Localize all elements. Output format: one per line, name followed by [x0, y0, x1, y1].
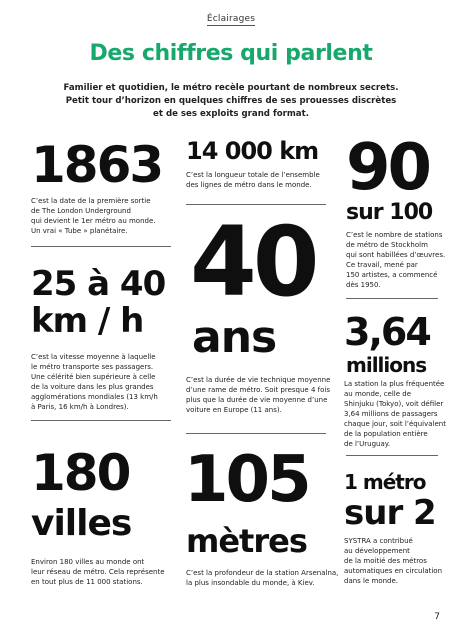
text-line: La station la plus fréquentée	[344, 380, 445, 388]
stat-passengers-description	[344, 379, 448, 449]
divider	[186, 433, 326, 434]
text-line: 150 artistes, a commencé	[346, 271, 438, 279]
stat-stations-unit: sur 100	[346, 200, 433, 225]
stat-depth-description	[186, 568, 346, 588]
stat-lifespan-description	[186, 375, 341, 415]
intro-line: Familier et quotidien, le métro recèle pourtant de nombreux secrets.	[63, 83, 399, 93]
divider	[31, 246, 171, 247]
stat-depth-figure: 105	[184, 443, 309, 517]
section-label-text: Éclairages	[206, 14, 256, 24]
divider	[346, 455, 438, 456]
text-line: de la population entière	[344, 430, 428, 438]
text-line: d’une rame de métro. Soit presque 4 fois	[186, 386, 330, 394]
text-line: de la moitié des métros	[344, 557, 427, 565]
section-label	[0, 14, 462, 24]
intro-line: Petit tour d’horizon en quelques chiffres de ses prouesses discrètes	[65, 96, 397, 106]
text-line: de la voiture dans les plus grandes	[31, 383, 154, 391]
text-line: Shinjuku (Tokyo), voit défiler	[344, 400, 444, 408]
text-line: Une célérité bien supérieure à celle	[31, 373, 156, 381]
divider	[31, 420, 171, 421]
text-line: à Paris, 16 km/h à Londres).	[31, 403, 129, 411]
text-line: plus que la durée de vie moyenne d’une	[186, 396, 328, 404]
stat-systra-figure-2: sur 2	[344, 493, 436, 533]
stat-passengers-figure: 3,64	[344, 310, 430, 354]
stat-year-figure: 1863	[31, 136, 163, 194]
intro-text	[60, 82, 402, 121]
stat-length-description	[186, 170, 336, 190]
text-line: Un vrai « Tube » planétaire.	[31, 227, 128, 235]
stat-systra-figure-1: 1 métro	[344, 470, 426, 494]
stat-stations-description	[346, 230, 446, 290]
intro-line: et de ses exploits grand format.	[153, 109, 309, 119]
page-title: Des chiffres qui parlent	[89, 41, 373, 66]
stat-lifespan-figure: 40	[190, 206, 316, 318]
stat-passengers-unit: millions	[346, 353, 427, 377]
text-line: en tout plus de 11 000 stations.	[31, 578, 143, 586]
text-line: C’est la durée de vie technique moyenne	[186, 376, 331, 384]
stat-speed-figure-2: km / h	[31, 301, 144, 341]
stat-speed-description	[31, 352, 179, 412]
text-line: C’est la date de la première sortie	[31, 197, 151, 205]
text-line: qui devient le 1er métro au monde.	[31, 217, 156, 225]
stat-systra-description	[344, 536, 448, 586]
text-line: 3,64 millions de passagers	[344, 410, 438, 418]
text-line: la plus insondable du monde, à Kiev.	[186, 579, 315, 587]
stat-stations-figure: 90	[346, 131, 430, 205]
stat-cities-unit: villes	[31, 503, 132, 544]
text-line: de métro de Stockholm	[346, 241, 428, 249]
text-line: Environ 180 villes au monde ont	[31, 558, 145, 566]
text-line: le métro transporte ses passagers.	[31, 363, 154, 371]
text-line: dans le monde.	[344, 577, 399, 585]
text-line: au monde, celle de	[344, 390, 412, 398]
stat-lifespan-unit: ans	[192, 312, 277, 363]
text-line: voiture en Europe (11 ans).	[186, 406, 282, 414]
text-line: au développement	[344, 547, 410, 555]
stat-length-figure: 14 000 km	[186, 137, 319, 165]
text-line: des lignes de métro dans le monde.	[186, 181, 312, 189]
stat-year-description	[31, 196, 176, 236]
text-line: agglomérations mondiales (13 km/h	[31, 393, 158, 401]
text-line: de The London Underground	[31, 207, 131, 215]
stat-depth-unit: mètres	[186, 522, 307, 560]
stat-cities-figure: 180	[31, 444, 130, 502]
stat-speed-figure-1: 25 à 40	[31, 264, 166, 304]
text-line: dès 1950.	[346, 281, 381, 289]
divider	[346, 298, 438, 299]
text-line: leur réseau de métro. Cela représente	[31, 568, 165, 576]
text-line: C’est le nombre de stations	[346, 231, 443, 239]
divider	[186, 204, 326, 205]
text-line: SYSTRA a contribué	[344, 537, 413, 545]
text-line: automatiques en circulation	[344, 567, 443, 575]
text-line: C’est la vitesse moyenne à laquelle	[31, 353, 156, 361]
stat-cities-description	[31, 557, 181, 587]
text-line: C’est la profondeur de la station Arsenalna,	[186, 569, 339, 577]
text-line: chaque jour, soit l’équivalent	[344, 420, 446, 428]
text-line: C’est la longueur totale de l’ensemble	[186, 171, 320, 179]
text-line: qui sont habillées d’œuvres.	[346, 251, 446, 259]
page-number: 7	[434, 612, 440, 622]
text-line: de l’Uruguay.	[344, 440, 391, 448]
text-line: Ce travail, mené par	[346, 261, 418, 269]
